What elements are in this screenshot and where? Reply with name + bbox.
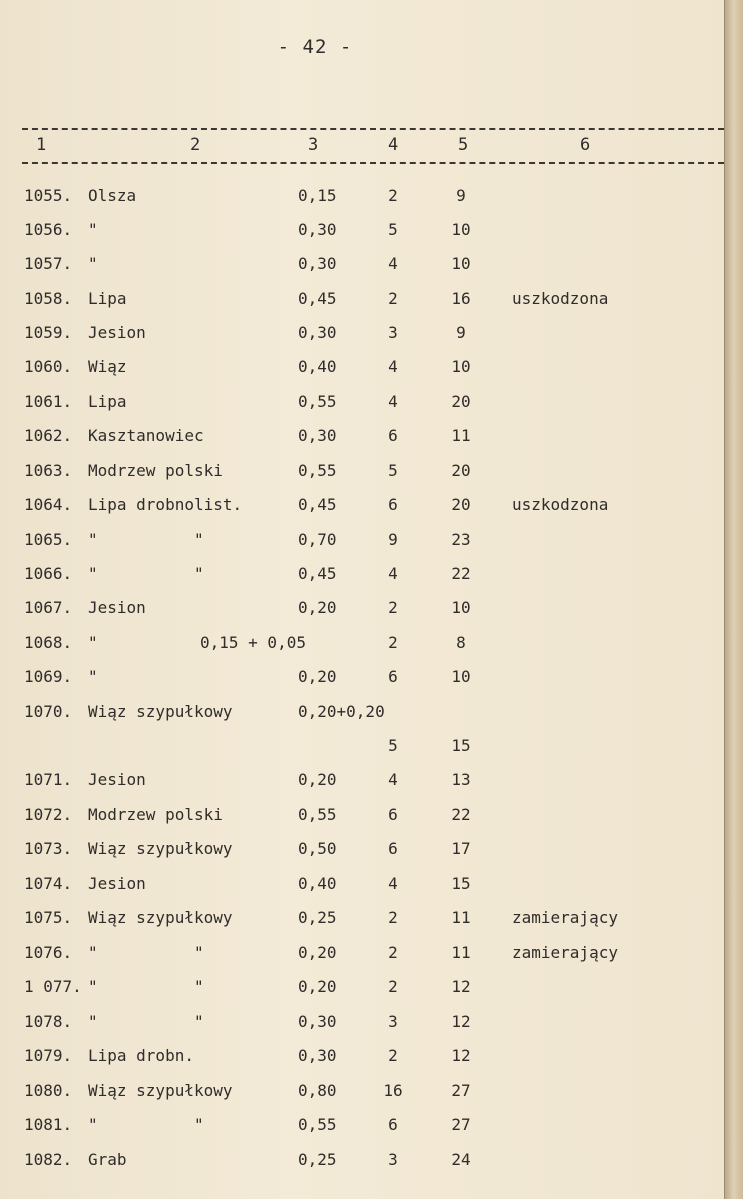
column-4-value: 6	[388, 839, 398, 858]
species-name: "	[88, 220, 98, 239]
column-header-1: 1	[36, 135, 47, 155]
entry-number: 1055.	[24, 186, 73, 205]
column-4-value: 2	[388, 1046, 398, 1065]
column-5-value: 27	[451, 1115, 471, 1134]
column-5-value: 16	[451, 289, 471, 308]
entry-number: 1070.	[24, 702, 73, 721]
species-name: Jesion	[88, 874, 146, 893]
entry-number: 1059.	[24, 323, 73, 342]
entry-number: 1061.	[24, 392, 73, 411]
trunk-diameter: 0,30	[298, 323, 337, 342]
species-name: Lipa drobnolist.	[88, 495, 243, 514]
species-name: Wiąz szypułkowy	[88, 1081, 233, 1100]
table-row	[0, 866, 724, 900]
column-4-value: 6	[388, 667, 398, 686]
entry-number: 1076.	[24, 943, 73, 962]
trunk-diameter: 0,55	[298, 1115, 337, 1134]
table-row	[0, 487, 724, 521]
column-5-value: 10	[451, 254, 471, 273]
entry-number: 1060.	[24, 357, 73, 376]
species-name: Lipa	[88, 392, 127, 411]
trunk-diameter: 0,55	[298, 392, 337, 411]
table-row	[0, 728, 724, 762]
condition-note: uszkodzona	[512, 289, 609, 308]
column-5-value: 12	[451, 1012, 471, 1031]
entry-number: 1062.	[24, 426, 73, 445]
trunk-diameter: 0,15	[298, 186, 337, 205]
entry-number: 1064.	[24, 495, 73, 514]
entry-number: 1074.	[24, 874, 73, 893]
entry-number: 1078.	[24, 1012, 73, 1031]
column-5-value: 20	[451, 461, 471, 480]
column-4-value: 2	[388, 186, 398, 205]
species-name: Jesion	[88, 598, 146, 617]
trunk-diameter: 0,55	[298, 461, 337, 480]
trunk-diameter: 0,25	[298, 1150, 337, 1169]
species-name: Modrzew polski	[88, 805, 223, 824]
column-4-value: 3	[388, 323, 398, 342]
trunk-diameter: 0,80	[298, 1081, 337, 1100]
table-row	[0, 1142, 724, 1176]
trunk-diameter: 0,25	[298, 908, 337, 927]
trunk-diameter: 0,20	[298, 943, 337, 962]
table-row	[0, 694, 724, 728]
trunk-diameter: 0,30	[298, 1012, 337, 1031]
species-name: Lipa drobn.	[88, 1046, 194, 1065]
table-row	[0, 900, 724, 934]
trunk-diameter: 0,20	[298, 598, 337, 617]
column-5-value: 24	[451, 1150, 471, 1169]
column-4-value: 6	[388, 1115, 398, 1134]
column-header-2: 2	[190, 135, 201, 155]
column-4-value: 2	[388, 943, 398, 962]
column-header-3: 3	[308, 135, 319, 155]
column-5-value: 10	[451, 667, 471, 686]
column-header-6: 6	[580, 135, 591, 155]
column-5-value: 17	[451, 839, 471, 858]
column-4-value: 4	[388, 874, 398, 893]
table-row	[0, 625, 724, 659]
column-header-5: 5	[458, 135, 469, 155]
entry-number: 1081.	[24, 1115, 73, 1134]
trunk-diameter: 0,30	[298, 1046, 337, 1065]
entry-number: 1057.	[24, 254, 73, 273]
column-4-value: 4	[388, 392, 398, 411]
trunk-diameter: 0,45	[298, 564, 337, 583]
entry-number: 1066.	[24, 564, 73, 583]
column-4-value: 4	[388, 357, 398, 376]
column-5-value: 10	[451, 357, 471, 376]
trunk-diameter: 0,30	[298, 426, 337, 445]
trunk-diameter: 0,70	[298, 530, 337, 549]
table-row	[0, 1004, 724, 1038]
header-bottom-rule	[22, 162, 724, 164]
column-5-value: 11	[451, 426, 471, 445]
column-4-value: 3	[388, 1012, 398, 1031]
column-5-value: 8	[456, 633, 466, 652]
table-row	[0, 762, 724, 796]
column-5-value: 9	[456, 186, 466, 205]
table-row	[0, 935, 724, 969]
species-name: Kasztanowiec	[88, 426, 204, 445]
column-4-value: 2	[388, 289, 398, 308]
entry-number: 1071.	[24, 770, 73, 789]
column-4-value: 2	[388, 598, 398, 617]
table-row	[0, 1073, 724, 1107]
entry-number: 1069.	[24, 667, 73, 686]
table-row	[0, 178, 724, 212]
entry-number: 1056.	[24, 220, 73, 239]
column-4-value: 2	[388, 633, 398, 652]
header-top-rule	[22, 128, 724, 130]
column-4-value: 16	[383, 1081, 403, 1100]
column-5-value: 22	[451, 805, 471, 824]
entry-number: 1082.	[24, 1150, 73, 1169]
column-5-value: 11	[451, 943, 471, 962]
column-5-value: 9	[456, 323, 466, 342]
trunk-diameter: 0,45	[298, 289, 337, 308]
trunk-diameter: 0,40	[298, 874, 337, 893]
species-name: " "	[88, 564, 204, 583]
trunk-diameter: 0,50	[298, 839, 337, 858]
column-header-4: 4	[388, 135, 399, 155]
species-name: "	[88, 667, 98, 686]
species-name: Wiąz	[88, 357, 127, 376]
column-5-value: 15	[451, 736, 471, 755]
column-4-value: 2	[388, 908, 398, 927]
column-5-value: 22	[451, 564, 471, 583]
entry-number: 1075.	[24, 908, 73, 927]
table-row	[0, 969, 724, 1003]
column-4-value: 5	[388, 736, 398, 755]
species-name: Jesion	[88, 323, 146, 342]
column-4-value: 5	[388, 461, 398, 480]
trunk-diameter: 0,20	[298, 667, 337, 686]
species-name: "	[88, 633, 98, 652]
species-name: Wiąz szypułkowy	[88, 702, 233, 721]
species-name: Olsza	[88, 186, 137, 205]
entry-number: 1065.	[24, 530, 73, 549]
table-row	[0, 418, 724, 452]
entry-number: 1067.	[24, 598, 73, 617]
column-5-value: 20	[451, 392, 471, 411]
column-4-value: 6	[388, 805, 398, 824]
column-5-value: 10	[451, 598, 471, 617]
table-row	[0, 212, 724, 246]
page-edge	[724, 0, 743, 1199]
trunk-diameter: 0,40	[298, 357, 337, 376]
entry-number: 1 077.	[24, 977, 82, 996]
column-5-value: 12	[451, 1046, 471, 1065]
column-4-value: 9	[388, 530, 398, 549]
column-5-value: 10	[451, 220, 471, 239]
species-name: " "	[88, 1012, 204, 1031]
table-row	[0, 246, 724, 280]
table-row	[0, 659, 724, 693]
species-name: " "	[88, 530, 204, 549]
trunk-diameter: 0,45	[298, 495, 337, 514]
table-row	[0, 281, 724, 315]
species-name: Wiąz szypułkowy	[88, 908, 233, 927]
column-4-value: 5	[388, 220, 398, 239]
trunk-diameter: 0,30	[298, 220, 337, 239]
condition-note: uszkodzona	[512, 495, 609, 514]
entry-number: 1058.	[24, 289, 73, 308]
species-name: Lipa	[88, 289, 127, 308]
column-5-value: 20	[451, 495, 471, 514]
entry-number: 1079.	[24, 1046, 73, 1065]
species-name: " "	[88, 943, 204, 962]
trunk-diameter: 0,20	[298, 977, 337, 996]
table-row	[0, 384, 724, 418]
table-row	[0, 1038, 724, 1072]
trunk-diameter: 0,15 + 0,05	[200, 633, 306, 652]
column-4-value: 4	[388, 564, 398, 583]
species-name: Wiąz szypułkowy	[88, 839, 233, 858]
species-name: " "	[88, 1115, 204, 1134]
column-5-value: 11	[451, 908, 471, 927]
table-row	[0, 453, 724, 487]
column-4-value: 4	[388, 254, 398, 273]
species-name: Jesion	[88, 770, 146, 789]
species-name: "	[88, 254, 98, 273]
table-row	[0, 590, 724, 624]
column-4-value: 6	[388, 495, 398, 514]
trunk-diameter: 0,55	[298, 805, 337, 824]
table-row	[0, 831, 724, 865]
entry-number: 1063.	[24, 461, 73, 480]
table-row	[0, 797, 724, 831]
entry-number: 1080.	[24, 1081, 73, 1100]
table-row	[0, 315, 724, 349]
column-4-value: 4	[388, 770, 398, 789]
column-4-value: 6	[388, 426, 398, 445]
entry-number: 1068.	[24, 633, 73, 652]
species-name: " "	[88, 977, 204, 996]
column-5-value: 12	[451, 977, 471, 996]
trunk-diameter: 0,30	[298, 254, 337, 273]
column-5-value: 13	[451, 770, 471, 789]
column-4-value: 2	[388, 977, 398, 996]
column-4-value: 3	[388, 1150, 398, 1169]
entry-number: 1073.	[24, 839, 73, 858]
species-name: Grab	[88, 1150, 127, 1169]
entry-number: 1072.	[24, 805, 73, 824]
condition-note: zamierający	[512, 908, 618, 927]
table-row	[0, 1107, 724, 1141]
table-row	[0, 522, 724, 556]
column-5-value: 15	[451, 874, 471, 893]
table-row	[0, 349, 724, 383]
page-number: - 42 -	[277, 36, 353, 58]
species-name: Modrzew polski	[88, 461, 223, 480]
table-row	[0, 556, 724, 590]
trunk-diameter: 0,20+0,20	[298, 702, 385, 721]
column-5-value: 23	[451, 530, 471, 549]
column-5-value: 27	[451, 1081, 471, 1100]
trunk-diameter: 0,20	[298, 770, 337, 789]
condition-note: zamierający	[512, 943, 618, 962]
